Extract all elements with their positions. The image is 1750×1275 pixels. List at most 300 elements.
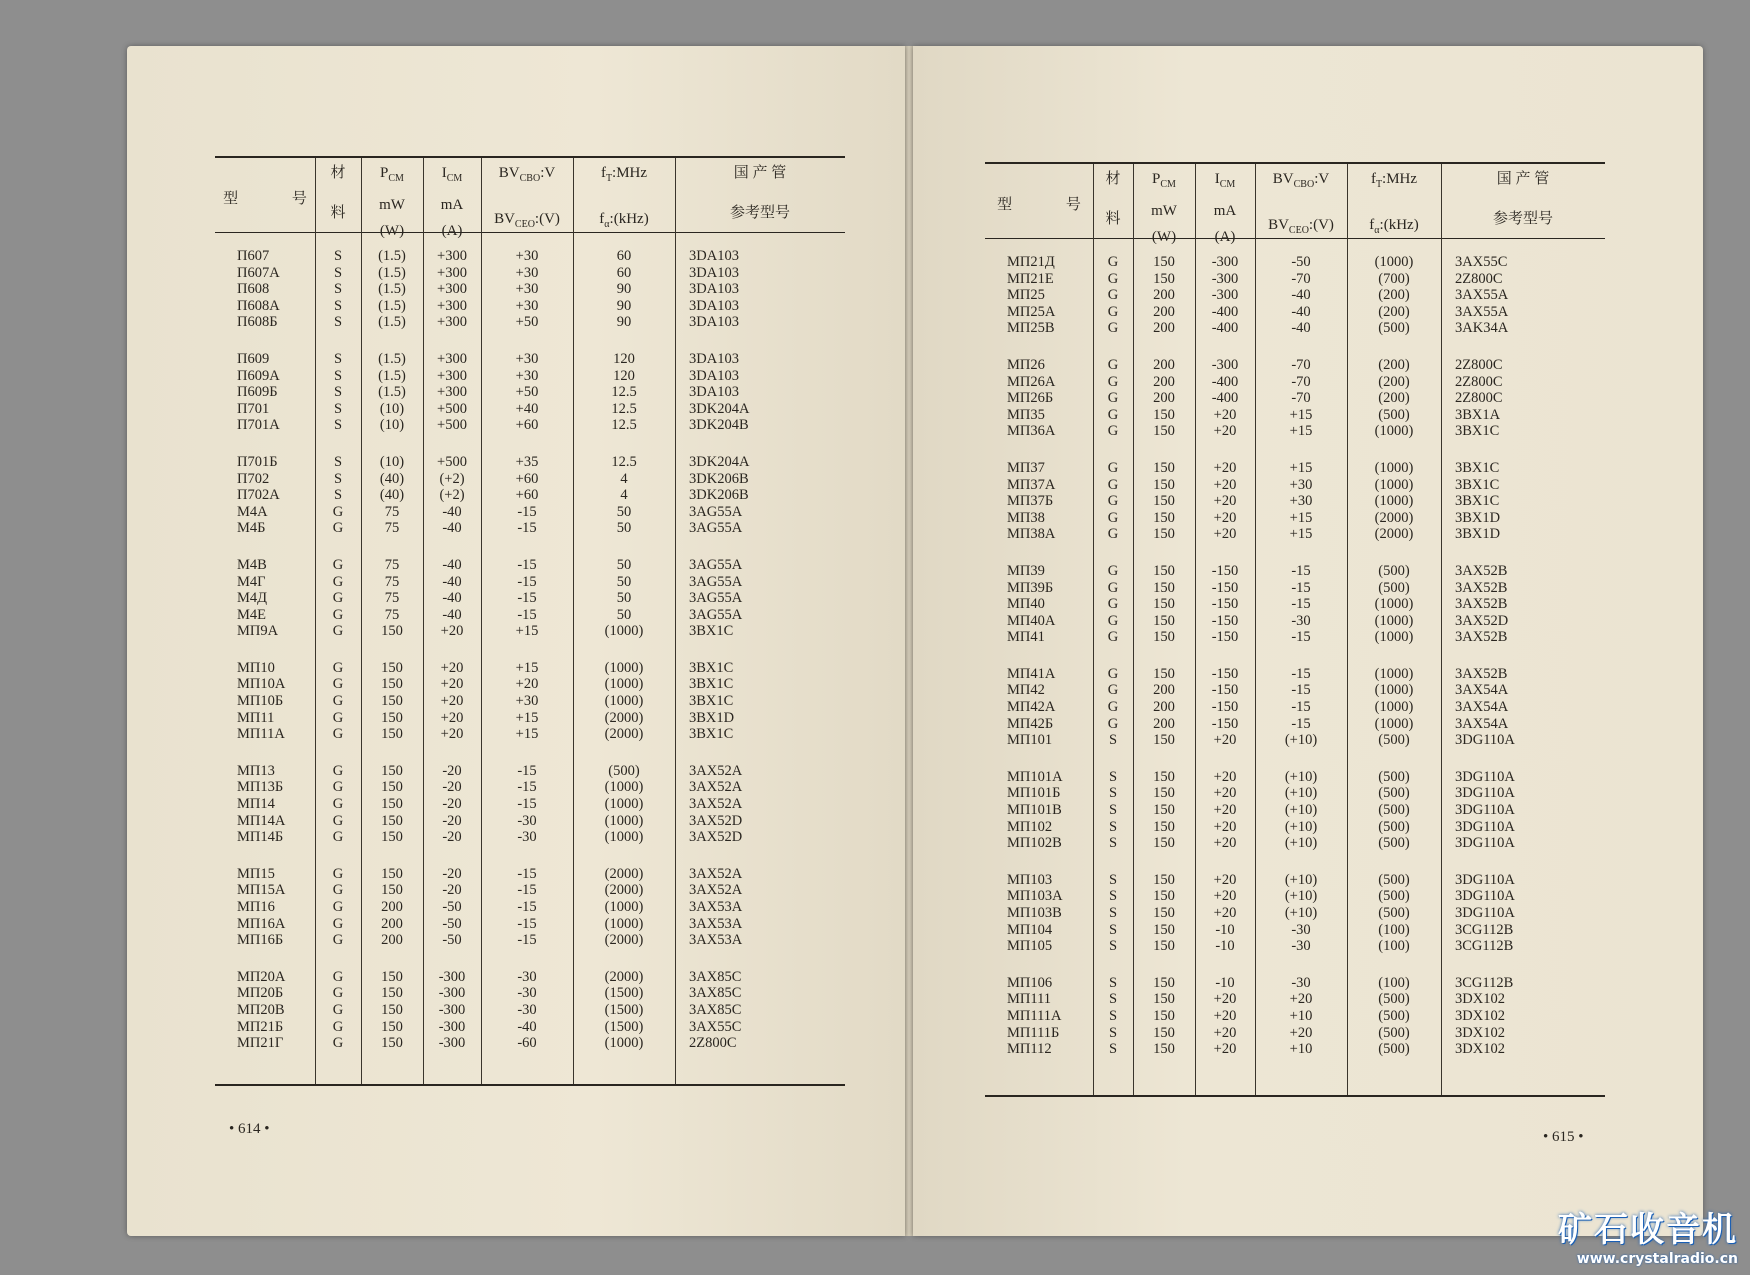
header-ft-line-1: $f_\alpha:(kHz)$ — [599, 211, 649, 230]
cell-icm: +300 — [437, 248, 467, 264]
cell-bv: (+10) — [1284, 732, 1318, 749]
cell-icm: -300 — [438, 968, 466, 985]
cell-material: G — [332, 968, 344, 985]
cell-ref: 3BX1C — [1455, 423, 1500, 440]
cell-material: G — [1107, 509, 1119, 526]
cell-ft: (1000) — [604, 693, 644, 710]
cell-ft: (500) — [1378, 1041, 1410, 1058]
cell-bv: -15 — [1291, 596, 1311, 613]
cell-ref: 3DG110A — [1455, 871, 1515, 888]
cell-icm: -150 — [1211, 665, 1239, 682]
cell-pcm: 150 — [1153, 888, 1175, 905]
cell-icm: -400 — [1211, 373, 1239, 390]
cell-pcm: (1.5) — [378, 281, 406, 298]
cell-model: MП112 — [1007, 1041, 1052, 1058]
cell-material: G — [1107, 715, 1119, 732]
cell-bv: (+10) — [1284, 835, 1318, 852]
table-row — [215, 1019, 845, 1036]
cell-model: MП111A — [1007, 1007, 1062, 1024]
cell-pcm: 150 — [1153, 596, 1175, 613]
table-row — [215, 504, 845, 521]
cell-pcm: 150 — [1153, 493, 1175, 510]
cell-pcm: 200 — [1153, 373, 1175, 390]
cell-model: MП39Б — [1007, 579, 1054, 596]
table-row — [985, 732, 1605, 749]
table-row — [215, 660, 845, 677]
cell-icm: -300 — [1211, 287, 1239, 304]
cell-ref: 3BX1C — [1455, 493, 1500, 510]
cell-model: MП21Д — [1007, 254, 1055, 270]
cell-bv: -15 — [517, 762, 537, 779]
header-material-line-1: 料 — [330, 205, 346, 221]
cell-ref: 3DK206B — [689, 487, 749, 504]
table-row — [985, 287, 1605, 304]
cell-bv: -15 — [517, 796, 537, 813]
cell-bv: -70 — [1291, 356, 1311, 373]
cell-material: S — [333, 350, 343, 367]
cell-pcm: 150 — [1153, 1024, 1175, 1041]
header-ft-line-0: $f_T:MHz$ — [1370, 171, 1418, 190]
cell-bv: -15 — [1291, 682, 1311, 699]
cell-ref: 3BX1C — [689, 676, 734, 693]
row-group — [215, 454, 845, 537]
page-number-right: • 615 • — [1543, 1129, 1584, 1145]
cell-bv: +30 — [515, 281, 539, 298]
cell-ref: 3AX85C — [689, 1001, 742, 1018]
cell-icm: +20 — [1213, 1007, 1237, 1024]
cell-ft: (1000) — [1374, 459, 1414, 476]
cell-model: MП38 — [1007, 509, 1045, 526]
table-row — [215, 417, 845, 434]
cell-pcm: 150 — [1153, 974, 1175, 991]
cell-ft: (2000) — [604, 709, 644, 726]
cell-ref: 3BX1C — [689, 623, 734, 640]
cell-bv: +30 — [1289, 476, 1313, 493]
cell-ft: (500) — [1378, 579, 1410, 596]
cell-material: G — [332, 556, 344, 573]
cell-pcm: 150 — [1153, 1007, 1175, 1024]
cell-icm: +20 — [1213, 1024, 1237, 1041]
cell-pcm: 150 — [1153, 476, 1175, 493]
cell-model: MП37 — [1007, 459, 1045, 476]
cell-pcm: 150 — [381, 1018, 403, 1035]
cell-bv: +50 — [515, 384, 539, 401]
cell-pcm: 150 — [381, 796, 403, 813]
table-row — [215, 693, 845, 710]
cell-material: G — [332, 659, 344, 676]
cell-icm: -400 — [1211, 303, 1239, 320]
cell-ft: (500) — [1378, 1007, 1410, 1024]
header-bv-line-0: $BV_{CBO}:V$ — [498, 165, 556, 184]
cell-pcm: 200 — [381, 899, 403, 915]
cell-pcm: 150 — [1153, 768, 1175, 785]
cell-pcm: (1.5) — [378, 248, 406, 264]
cell-icm: +300 — [437, 367, 467, 384]
table-row — [985, 580, 1605, 597]
cell-material: G — [332, 503, 344, 520]
table-row — [985, 938, 1605, 955]
cell-ft: 50 — [616, 606, 632, 623]
cell-ref: 3DX102 — [1455, 1041, 1505, 1058]
cell-material: S — [1108, 1024, 1118, 1041]
cell-model: MП14A — [237, 812, 286, 829]
cell-ft: (100) — [1378, 974, 1410, 991]
cell-material: S — [1108, 974, 1118, 991]
cell-material: G — [332, 590, 344, 607]
cell-bv: -15 — [1291, 579, 1311, 596]
cell-icm: +20 — [1213, 905, 1237, 921]
cell-bv: +15 — [515, 726, 539, 743]
cell-bv: +10 — [1289, 1041, 1313, 1058]
cell-ref: 3AG55A — [689, 573, 743, 590]
cell-ref: 3AX52A — [689, 882, 743, 899]
table-row — [215, 829, 845, 846]
cell-material: G — [332, 623, 344, 640]
cell-bv: +15 — [1289, 406, 1313, 423]
cell-bv: -30 — [517, 1001, 537, 1018]
cell-pcm: 200 — [1153, 303, 1175, 320]
cell-pcm: 150 — [1153, 562, 1175, 579]
cell-pcm: 150 — [1153, 785, 1175, 802]
cell-pcm: 150 — [1153, 423, 1175, 440]
cell-material: G — [1107, 320, 1119, 337]
header-ft-line-1: $f_\alpha:(kHz)$ — [1369, 217, 1419, 236]
cell-model: MП42 — [1007, 682, 1045, 699]
cell-ft: (500) — [1378, 732, 1410, 749]
cell-model: MП37Б — [1007, 493, 1054, 510]
cell-model: MП102B — [1007, 835, 1062, 852]
cell-material: G — [332, 899, 344, 915]
table-row — [985, 802, 1605, 819]
cell-bv: -30 — [517, 812, 537, 829]
cell-model: MП14Б — [237, 829, 284, 846]
cell-bv: -50 — [1291, 254, 1311, 270]
table-row — [215, 298, 845, 315]
cell-pcm: 150 — [381, 1035, 403, 1052]
row-group — [215, 351, 845, 434]
cell-model: MП25 — [1007, 287, 1045, 304]
cell-model: П608Б — [237, 314, 278, 331]
cell-ref: 3BX1C — [689, 726, 734, 743]
cell-icm: +20 — [440, 709, 464, 726]
cell-ref: 3AX52D — [1455, 612, 1509, 629]
cell-material: G — [332, 1035, 344, 1052]
cell-model: MП36A — [1007, 423, 1056, 440]
cell-bv: -30 — [517, 968, 537, 985]
table-row — [985, 975, 1605, 992]
row-group — [985, 666, 1605, 749]
cell-ref: 3AX54A — [1455, 682, 1509, 699]
cell-material: G — [332, 882, 344, 899]
cell-bv: -15 — [1291, 665, 1311, 682]
cell-model: M4Д — [237, 590, 268, 607]
cell-pcm: (40) — [379, 487, 405, 504]
cell-material: G — [332, 796, 344, 813]
cell-material: G — [332, 779, 344, 796]
cell-icm: +300 — [437, 384, 467, 401]
cell-ref: 3BX1D — [1455, 526, 1501, 543]
table-row — [985, 1008, 1605, 1025]
cell-model: MП10 — [237, 659, 275, 676]
watermark-logo: 矿石收音机 — [1558, 1210, 1738, 1250]
cell-ft: (500) — [1378, 768, 1410, 785]
cell-ft: (500) — [1378, 871, 1410, 888]
cell-icm: +20 — [1213, 459, 1237, 476]
cell-ref: 3AK34A — [1455, 320, 1509, 337]
cell-icm: -40 — [442, 606, 462, 623]
row-group — [985, 357, 1605, 440]
table-row — [985, 477, 1605, 494]
table-row — [985, 304, 1605, 321]
table-row — [215, 487, 845, 504]
cell-bv: +50 — [515, 314, 539, 331]
cell-bv: -15 — [517, 779, 537, 796]
header-ref-line-1: 参考型号 — [1492, 211, 1553, 227]
cell-ft: (2000) — [604, 726, 644, 743]
cell-icm: -20 — [442, 882, 462, 899]
cell-material: S — [333, 417, 343, 434]
cell-ft: (2000) — [1374, 526, 1414, 543]
cell-ref: 3AX52A — [689, 762, 743, 779]
cell-bv: -70 — [1291, 373, 1311, 390]
cell-pcm: 150 — [381, 829, 403, 846]
cell-model: MП13 — [237, 762, 275, 779]
cell-icm: +300 — [437, 281, 467, 298]
cell-icm: +20 — [1213, 526, 1237, 543]
table-row — [215, 763, 845, 780]
cell-bv: +15 — [1289, 509, 1313, 526]
cell-ft: (1000) — [1374, 699, 1414, 716]
cell-icm: -150 — [1211, 562, 1239, 579]
header-material-line-0: 材 — [1105, 171, 1121, 187]
cell-material: G — [332, 573, 344, 590]
cell-model: MП16Б — [237, 932, 284, 949]
cell-pcm: (1.5) — [378, 264, 406, 281]
cell-ft: (1000) — [604, 829, 644, 846]
header-bv-line-1: $BV_{CEO}:(V)$ — [494, 211, 560, 230]
cell-ft: (2000) — [604, 865, 644, 882]
cell-icm: -150 — [1211, 629, 1239, 646]
cell-pcm: (1.5) — [378, 384, 406, 401]
cell-bv: +15 — [1289, 459, 1313, 476]
cell-bv: -40 — [1291, 320, 1311, 337]
cell-ref: 2Z800C — [1455, 390, 1503, 407]
cell-model: MП40 — [1007, 596, 1045, 613]
cell-pcm: 200 — [1153, 320, 1175, 337]
cell-pcm: 150 — [1153, 905, 1175, 921]
cell-icm: -40 — [442, 573, 462, 590]
cell-ft: 120 — [613, 367, 635, 384]
cell-ref: 3AX53A — [689, 899, 743, 915]
cell-model: MП41A — [1007, 665, 1056, 682]
cell-bv: -15 — [517, 882, 537, 899]
cell-bv: +20 — [1289, 1024, 1313, 1041]
cell-ft: 60 — [616, 248, 632, 264]
table-row — [985, 716, 1605, 733]
table-row — [215, 520, 845, 537]
cell-ref: 3DK206B — [689, 470, 749, 487]
cell-pcm: 200 — [1153, 287, 1175, 304]
cell-bv: -15 — [517, 520, 537, 537]
cell-icm: -300 — [438, 985, 466, 1002]
cell-ft: (200) — [1378, 373, 1410, 390]
cell-ref: 3CG112B — [1455, 921, 1514, 938]
cell-ft: (500) — [1378, 1024, 1410, 1041]
header-ft-line-0: $f_T:MHz$ — [600, 165, 648, 184]
cell-material: G — [1107, 373, 1119, 390]
cell-model: MП20B — [237, 1001, 285, 1018]
cell-ft: 12.5 — [611, 400, 637, 417]
cell-model: MП26Б — [1007, 390, 1054, 407]
cell-ref: 3DX102 — [1455, 991, 1505, 1008]
cell-icm: -50 — [442, 915, 462, 932]
cell-icm: -10 — [1215, 938, 1235, 955]
cell-bv: (+10) — [1284, 802, 1318, 819]
table-row — [985, 666, 1605, 683]
cell-model: MП15A — [237, 882, 286, 899]
cell-pcm: 150 — [1153, 629, 1175, 646]
cell-bv: -30 — [1291, 921, 1311, 938]
cell-material: S — [333, 487, 343, 504]
cell-icm: -300 — [1211, 270, 1239, 287]
cell-icm: +20 — [440, 693, 464, 710]
cell-icm: -150 — [1211, 715, 1239, 732]
header-icm-line-1: mA — [1213, 203, 1237, 219]
header-model-line-0: 型 号 — [997, 197, 1081, 213]
cell-model: MП35 — [1007, 406, 1045, 423]
cell-ref: 3AX52B — [1455, 579, 1508, 596]
cell-model: MП25B — [1007, 320, 1055, 337]
cell-ref: 3DK204A — [689, 453, 750, 470]
cell-material: S — [333, 400, 343, 417]
cell-pcm: (40) — [379, 470, 405, 487]
cell-icm: -300 — [1211, 254, 1239, 270]
cell-material: G — [332, 709, 344, 726]
cell-bv: -15 — [517, 590, 537, 607]
cell-pcm: (10) — [379, 400, 405, 417]
cell-ref: 3BX1D — [689, 709, 735, 726]
table-row — [215, 265, 845, 282]
right-page — [913, 46, 1703, 1236]
cell-ref: 3AX55C — [1455, 254, 1508, 270]
header-material-line-1: 料 — [1105, 211, 1121, 227]
cell-material: G — [1107, 699, 1119, 716]
cell-ref: 2Z800C — [1455, 356, 1503, 373]
cell-model: MП26A — [1007, 373, 1056, 390]
cell-pcm: 150 — [1153, 991, 1175, 1008]
cell-model: П609А — [237, 367, 280, 384]
cell-pcm: 75 — [384, 606, 400, 623]
transistor-table-left — [215, 156, 845, 1086]
table-row — [985, 872, 1605, 889]
cell-ref: 3AG55A — [689, 556, 743, 573]
table-row — [985, 699, 1605, 716]
table-row — [215, 779, 845, 796]
cell-ft: (2000) — [604, 882, 644, 899]
cell-ref: 3BX1C — [1455, 476, 1500, 493]
cell-ft: (1000) — [604, 676, 644, 693]
cell-ref: 3AX85C — [689, 985, 742, 1002]
cell-ft: (100) — [1378, 938, 1410, 955]
row-group — [985, 254, 1605, 337]
table-row — [215, 899, 845, 916]
cell-ft: (500) — [1378, 991, 1410, 1008]
header-ref-line-1: 参考型号 — [729, 205, 790, 221]
cell-material: G — [1107, 423, 1119, 440]
cell-icm: -400 — [1211, 390, 1239, 407]
table-row — [215, 710, 845, 727]
cell-bv: +15 — [515, 659, 539, 676]
cell-ref: 3AX52A — [689, 796, 743, 813]
cell-bv: -15 — [517, 573, 537, 590]
cell-material: G — [332, 693, 344, 710]
cell-ft: (1000) — [1374, 612, 1414, 629]
cell-icm: -150 — [1211, 596, 1239, 613]
table-row — [985, 374, 1605, 391]
cell-bv: -40 — [1291, 287, 1311, 304]
cell-icm: +20 — [1213, 509, 1237, 526]
cell-ft: (500) — [1378, 406, 1410, 423]
cell-bv: (+10) — [1284, 818, 1318, 835]
header-bv-line-0: $BV_{CBO}:V$ — [1272, 171, 1330, 190]
cell-ref: 3AX52D — [689, 829, 743, 846]
cell-ref: 3CG112B — [1455, 938, 1514, 955]
cell-pcm: 150 — [1153, 509, 1175, 526]
cell-material: G — [1107, 629, 1119, 646]
cell-material: S — [333, 367, 343, 384]
cell-material: S — [1108, 802, 1118, 819]
cell-pcm: 150 — [1153, 665, 1175, 682]
cell-pcm: 200 — [1153, 699, 1175, 716]
cell-model: П608А — [237, 297, 280, 314]
cell-icm: +20 — [440, 726, 464, 743]
cell-ft: (500) — [608, 762, 640, 779]
header-pcm-line-0: $P_{CM}$ — [380, 165, 404, 184]
cell-pcm: 150 — [1153, 254, 1175, 270]
cell-icm: +500 — [437, 400, 467, 417]
cell-ft: (1000) — [604, 779, 644, 796]
cell-icm: -20 — [442, 779, 462, 796]
cell-pcm: 150 — [1153, 1041, 1175, 1058]
cell-model: П701 — [237, 400, 270, 417]
cell-icm: +20 — [440, 623, 464, 640]
table-row — [215, 916, 845, 933]
cell-ft: (2000) — [604, 968, 644, 985]
cell-material: S — [333, 264, 343, 281]
cell-pcm: 75 — [384, 556, 400, 573]
cell-material: S — [1108, 818, 1118, 835]
row-group — [215, 557, 845, 640]
cell-icm: -400 — [1211, 320, 1239, 337]
cell-ref: 3DG110A — [1455, 888, 1515, 905]
cell-icm: -300 — [438, 1035, 466, 1052]
table-row — [985, 1025, 1605, 1042]
cell-material: G — [1107, 665, 1119, 682]
table-row — [215, 1002, 845, 1019]
cell-material: S — [1108, 905, 1118, 921]
cell-bv: +10 — [1289, 1007, 1313, 1024]
cell-ft: (1500) — [604, 985, 644, 1002]
cell-pcm: 150 — [381, 659, 403, 676]
table-row — [985, 905, 1605, 922]
table-row — [985, 357, 1605, 374]
cell-ft: (1000) — [604, 1035, 644, 1052]
cell-model: П608 — [237, 281, 270, 298]
cell-bv: +60 — [515, 487, 539, 504]
header-ref-line-0: 国 产 管 — [1496, 171, 1550, 187]
cell-pcm: (1.5) — [378, 350, 406, 367]
cell-material: G — [332, 1018, 344, 1035]
